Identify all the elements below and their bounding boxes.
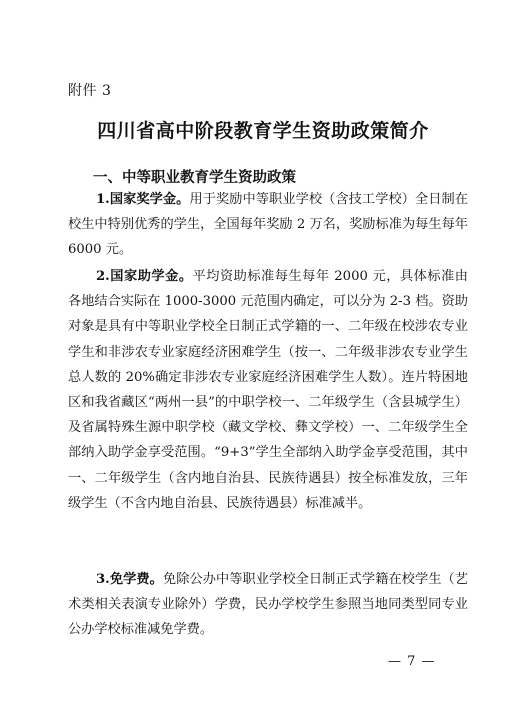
paragraph-scholarship	[68, 187, 468, 263]
paragraph-tuition-waiver	[68, 567, 468, 643]
paragraph-body: 用于奖励中等职业学校（含技工学校）全日制在校生中特别优秀的学生，全国每年奖励 2 万名，奖励标准为每生每年 6000 元。	[68, 192, 468, 258]
paragraph-grant	[68, 264, 468, 516]
paragraph-lead: 3.免学费。	[96, 572, 163, 587]
paragraph-lead: 2.国家助学金。	[96, 269, 193, 284]
paragraph-body: 免除公办中等职业学校全日制正式学籍在校学生（艺术类相关表演专业除外）学费，民办学校学生参照当地同类型同专业公办学校标准减免学费。	[68, 572, 468, 638]
attachment-label: 附件 3	[68, 83, 112, 99]
page-number: — 7 —	[388, 654, 436, 669]
paragraph-body: 平均资助标准每生每年 2000 元，具体标准由各地结合实际在 1000-3000 元范围内确定，可以分为 2-3 档。资助对象是具有中等职业学校全日制正式学籍的一、二年级在校涉农专业学生和非涉农专业家庭经济困难学生（按一、二年级非涉农专业学生总人数的 20%确定非涉农专业家庭经济困难学生人数）。连片特困地区和我省藏区“两州一县”的中职学校一、二年级学生（含县城学生）及省属特殊生源中职学校（藏文学校、彝文学校）一、二年级学生全部纳入助学金享受范围。“9+3”学生全部纳入助学金享受范围，其中一、二年级学生（含内地自治县、民族待遇县）按全标准发放，三年级学生（不含内地自治县、民族待遇县）标准减半。	[68, 269, 468, 511]
paragraph-lead: 1.国家奖学金。	[96, 192, 190, 207]
section-heading: 一、中等职业教育学生资助政策	[93, 169, 296, 186]
document-title: 四川省高中阶段教育学生资助政策简介	[97, 120, 429, 142]
